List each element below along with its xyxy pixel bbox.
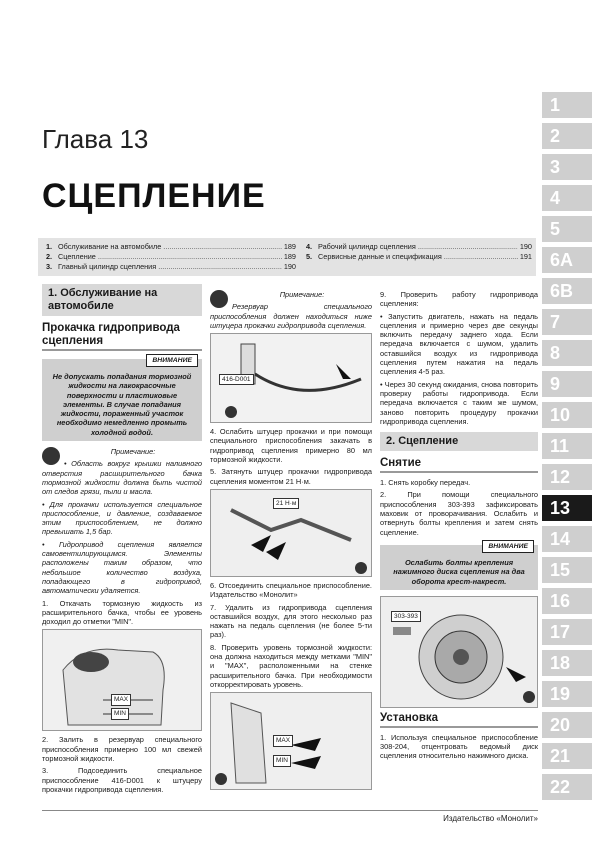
chapter-tab[interactable]: 10 — [542, 401, 592, 428]
figure-bleed-tool — [210, 333, 372, 423]
note-text: • Гидропривод сцепления является самовентилирующимся. Элементы расположены таким образом, что небольшое количество воздуха, попадающего в гидропривод, автоматически удаляется. — [42, 539, 202, 596]
toc-title: Сервисные данные и спецификация ..... — [318, 252, 518, 262]
step-text: 2. Залить в резервуар специального приспособления примерно 100 мл свежей тормозной жидкости. — [42, 735, 202, 764]
section-heading: 2. Сцепление — [380, 432, 538, 451]
step-text: 8. Проверить уровень тормозной жидкости: она должна находиться между метками "MIN" и "MAX", расположенными на стенке расширительного бачка. При необходимости откорректировать уровень. — [210, 642, 372, 689]
warning-text: Ослабить болты крепления нажимного диска сцепления на два оборота крест-накрест. — [393, 557, 525, 586]
chapter-tab[interactable]: 4 — [542, 184, 592, 211]
max-mark: MAX — [273, 735, 293, 746]
step-text: 6. Отсоединить специальное приспособление. Издательство «Монолит» — [210, 580, 372, 600]
subsection-heading: Прокачка гидропривода сцепления — [42, 322, 202, 351]
note-text: • Для прокачки используется специальное приспособление, и давление, создаваемое этим приспособлением, не должно превышать 1,5 бар. — [42, 499, 202, 537]
chapter-tab[interactable]: 2 — [542, 122, 592, 149]
step-text: 2. При помощи специального приспособления 303-393 зафиксировать маховик от проворачивания. Ослабить и отвернуть болты крепления и затем снять сцепление. — [380, 490, 538, 537]
toc-page: 189 — [283, 252, 296, 261]
toc-right-column — [306, 242, 532, 262]
toc-page: 190 — [283, 262, 296, 271]
toc-left-column — [46, 242, 296, 272]
chapter-tab[interactable]: 18 — [542, 649, 592, 676]
bullet-text: • Через 30 секунд ожидания, снова повторить проверку работы гидропривода. Если передача включается с таким же шумом, заново повторить процедуру прокачки гидропривода сцепления. — [380, 379, 538, 426]
chapter-tab[interactable]: 8 — [542, 339, 592, 366]
toc-title: Рабочий цилиндр сцепления ..... — [318, 242, 518, 252]
subsection-heading: Установка — [380, 712, 538, 728]
table-of-contents — [38, 238, 536, 276]
toc-num: 3. — [46, 262, 53, 271]
chapter-tab[interactable]: 19 — [542, 680, 592, 707]
chapter-tab[interactable]: 1 — [542, 91, 592, 118]
note-text: • Область вокруг крышки наливного отверстия расширительного бачка тормозной жидкости должна быть чистой от следов грязи, пыли и масла. — [42, 459, 202, 497]
note-block — [210, 290, 372, 330]
hand-pointer-icon — [210, 290, 228, 308]
toc-num: 5. — [306, 252, 313, 261]
column-1 — [42, 284, 202, 797]
bullet-text: • Запустить двигатель, нажать на педаль сцепления и примерно через две секунды включить передачу заднего хода. Если передача включается с шумом, удалить оставшийся воздух из гидропривода сцепления путем нажатия на педаль сцепления 4-5 раз. — [380, 311, 538, 377]
column-2 — [210, 290, 372, 794]
chapter-tab[interactable]: 9 — [542, 370, 592, 397]
min-mark: MIN — [273, 755, 291, 766]
note-title: Примечание: — [110, 447, 156, 457]
step-text: 1. Снять коробку передач. — [380, 478, 471, 488]
min-mark: MIN — [111, 708, 129, 719]
note-text: Резервуар специального приспособления должен находиться ниже штуцера прокачки гидропривода сцепления. — [210, 302, 372, 330]
toc-num: 1. — [46, 242, 53, 251]
chapter-tab[interactable]: 22 — [542, 773, 592, 800]
chapter-tab[interactable]: 7 — [542, 308, 592, 335]
toc-page: 191 — [519, 252, 532, 261]
toc-item[interactable] — [306, 252, 532, 262]
toc-title: Обслуживание на автомобиле ..... — [58, 242, 282, 252]
warning-text: Не допускать попадания тормозной жидкости на лакокрасочные поверхности и пластиковые элементы. В случае попадания жидкости, пораженный участок необходимо немедленно промыть холодной водой. — [52, 372, 192, 437]
toc-title: Сцепление ..... — [58, 252, 282, 262]
toc-title: Главный цилиндр сцепления ..... — [58, 262, 282, 272]
toc-num: 2. — [46, 252, 53, 261]
chapter-tab[interactable]: 21 — [542, 742, 592, 769]
toc-page: 189 — [283, 242, 296, 251]
section-heading: 1. Обслуживание на автомобиле — [42, 284, 202, 316]
chapter-tab[interactable]: 6A — [542, 246, 592, 273]
step-text: 9. Проверить работу гидропривода сцепления: — [380, 290, 538, 309]
max-mark: MAX — [111, 694, 131, 705]
warning-tag: ВНИМАНИЕ — [482, 540, 534, 553]
note-title: Примечание: — [279, 290, 325, 299]
toc-num: 4. — [306, 242, 313, 251]
chapter-title: СЦЕПЛЕНИЕ — [42, 177, 266, 215]
chapter-tab[interactable]: 11 — [542, 432, 592, 459]
step-text: 1. Используя специальное приспособление 308-204, отцентровать ведомый диск сцепления относительно нажимного диска. — [380, 732, 538, 761]
chapter-tab[interactable]: 3 — [542, 153, 592, 180]
chapter-tab[interactable]: 17 — [542, 618, 592, 645]
step-text: 1. Откачать тормозную жидкость из расширительного бачка, чтобы ее уровень доходил до отметки "MIN". — [42, 598, 202, 627]
toc-item[interactable] — [46, 252, 296, 262]
toc-item[interactable] — [306, 242, 532, 252]
torque-label: 21 Н·м — [273, 498, 299, 509]
note-block — [42, 447, 202, 595]
tool-label: 416-D001 — [219, 374, 254, 385]
figure-torque — [210, 489, 372, 577]
chapter-tab[interactable]: 6B — [542, 277, 592, 304]
step-text: 4. Ослабить штуцер прокачки и при помощи специального приспособления закачать в гидропривод сцепления примерно 80 мл тормозной жидкости. — [210, 427, 372, 465]
chapter-tab[interactable]: 15 — [542, 556, 592, 583]
toc-item[interactable] — [46, 262, 296, 272]
figure-level — [210, 692, 372, 790]
chapter-tab[interactable]: 14 — [542, 525, 592, 552]
subsection-heading: Снятие — [380, 457, 538, 473]
chapter-tab[interactable]: 20 — [542, 711, 592, 738]
footer-publisher: Издательство «Монолит» — [443, 814, 538, 823]
hand-pointer-icon — [42, 447, 60, 465]
column-3 — [380, 290, 538, 764]
warning-box — [42, 359, 202, 441]
warning-tag: ВНИМАНИЕ — [146, 354, 198, 367]
chapter-tab[interactable]: 5 — [542, 215, 592, 242]
step-text: 5. Затянуть штуцер прокачки гидропривода сцепления моментом 21 Н·м. — [210, 467, 372, 486]
step-text: 3. Подсоединить специальное приспособление 416-D001 к штуцеру прокачки гидропривода сцепления. — [42, 766, 202, 794]
figure-reservoir — [42, 629, 202, 731]
footer-divider — [42, 810, 538, 811]
warning-box — [380, 542, 538, 590]
chapter-tab[interactable]: 12 — [542, 463, 592, 490]
chapter-tab[interactable]: 16 — [542, 587, 592, 614]
step-text: 7. Удалить из гидропривода сцепления оставшийся воздух, для этого несколько раз нажать на педаль сцепления (не более 5-ти раз). — [210, 602, 372, 640]
figure-clutch — [380, 596, 538, 708]
toc-page: 190 — [519, 242, 532, 251]
tool-label: 303-393 — [391, 611, 421, 622]
toc-item[interactable] — [46, 242, 296, 252]
chapter-label: Глава 13 — [42, 124, 149, 154]
chapter-tab[interactable]: 13 — [542, 494, 592, 521]
